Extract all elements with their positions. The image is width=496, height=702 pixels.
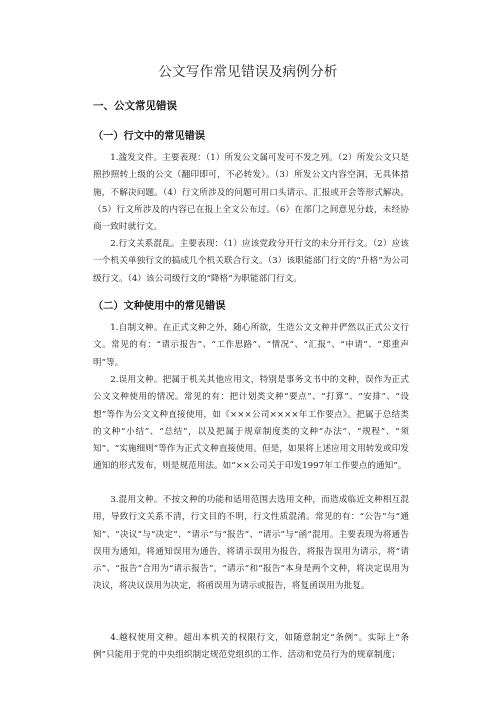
paragraph-overstepping-authority: 4.越权使用文种。超出本机关的权限行文，如随意制定“条例”。实际上“条例”只能用于党的中央组织制定规范党组织的工作、活动和党员行为的规章制度； (93, 633, 409, 661)
paragraph-misused-types: 2.误用文种。把属于机关其他应用文，特别是事务文书中的文种，误作为正式公文文种使用的情况。常见的有：把计划类文种“要点”、“打算”、“安排”、“设想”等作为公文文种直接使用，如《×××公司××××年工作要点》。把属于总结类的文种“小结”、“总结”，以及把属于规章制度类的文种“办法”、“规程”、“须知”、“实施细则”等作为正式文种直接使用。但是，如果将上述应用文用转发或印发通知的形式发布，则是规范用法。如“××公司关于印发1997年工作要点的通知”。 (93, 375, 409, 472)
paragraph-confused-relations: 2.行文关系混乱。主要表现：（1）应该党政分开行文的未分开行文。（2）应该一个机关单独行文的搞成几个机关联合行文。（3）该职能部门行文的“升格”为公司级行文。（4）该公司级行文的“降格”为职能部门行文。 (93, 239, 409, 284)
paragraph-self-made-types: 1.自制文种。在正式文种之外，随心所欲，生造公文文种并俨然以正式公文行文。常见的有：“请示报告”、“工作思路”、“情况”、“汇报”、“申请”、“郑重声明”等。 (93, 323, 409, 368)
paragraph-mixed-types: 3.混用文种。不按文种的功能和适用范围去选用文种，而造成临近文种相互混用，导致行文关系不清，行文目的不明，行文性质混淆。常见的有：“公告”与“通知”、“决议”与“决定”、“请示”与“报告”、“请示”与“函”混用。主要表现为将通告误用为通知，将通知误用为通告，将请示误用为报告，将报告误用为请示，将“请示”、“报告”合用为“请示报告”，“请示”和“报告”本身是两个文种，将决定误用为决议，将决议误用为决定，将函误用为请示或报告，将复函误用为批复。 (93, 495, 409, 592)
document-title: 公文写作常见错误及病例分析 (158, 64, 338, 80)
paragraph-excessive-documents: 1.滥发文件。主要表现：（1）所发公文属可发可不发之列。（2）所发公文只是照抄照转上级的公文（翻印即可，不必转发）。（3）所发公文内容空洞，无具体措施，不解决问题。（4）行文所涉及的问题可用口头请示、汇报或开会等形式解决。（5）行文所涉及的内容已在报上全文公布过。（6）在部门之间意见分歧，未经协商一致时就行文。 (93, 153, 409, 233)
subsection-heading-writing-errors: （一）行文中的常见错误 (93, 131, 206, 142)
section-heading-common-errors: 一、公文常见错误 (93, 100, 177, 112)
subsection-heading-document-type-errors: （二）文种使用中的常见错误 (93, 301, 226, 312)
